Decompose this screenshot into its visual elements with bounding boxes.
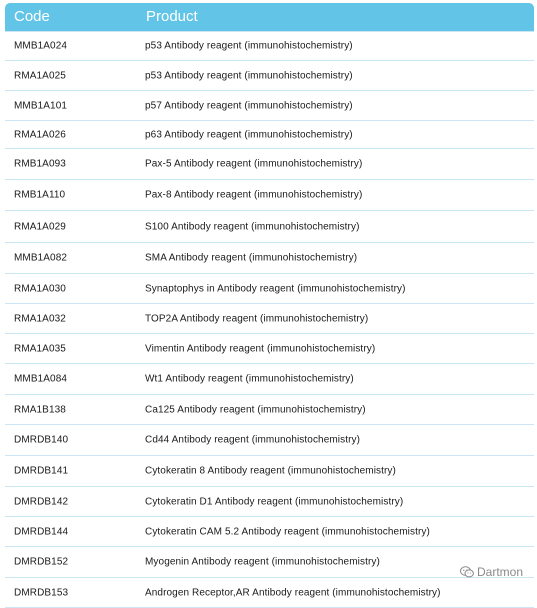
table-row	[5, 91, 534, 121]
table-row	[5, 517, 534, 547]
table-row	[5, 61, 534, 91]
table-row	[5, 274, 534, 304]
table-row	[5, 211, 534, 243]
cell-code: MMB1A082	[14, 252, 68, 264]
table-row	[5, 547, 534, 578]
cell-code: DMRDB152	[14, 556, 69, 568]
cell-code: RMA1A032	[14, 313, 66, 324]
column-header-product: Product	[146, 8, 198, 25]
cell-product: Cytokeratin D1 Antibody reagent (immunohistochemistry)	[145, 496, 404, 507]
wechat-icon	[460, 566, 474, 578]
cell-code: RMB1A093	[14, 158, 66, 170]
table-row	[5, 487, 534, 517]
column-header-code: Code	[14, 8, 50, 25]
cell-code: MMB1A101	[14, 100, 68, 111]
table-header	[5, 3, 534, 31]
cell-product: Cd44 Antibody reagent (immunohistochemistry)	[145, 434, 361, 446]
cell-code: RMA1B138	[14, 404, 66, 415]
cell-product: S100 Antibody reagent (immunohistochemistry)	[145, 221, 360, 232]
table-row	[5, 121, 534, 149]
cell-code: MMB1A024	[14, 40, 68, 52]
cell-code: RMB1A110	[14, 189, 66, 201]
table-row	[5, 304, 534, 334]
cell-code: DMRDB153	[14, 587, 69, 598]
cell-product: Androgen Receptor,AR Antibody reagent (immunohistochemistry)	[145, 587, 441, 598]
watermark	[460, 565, 523, 579]
cell-product: p63 Antibody reagent (immunohistochemistry)	[145, 129, 353, 140]
cell-product: Pax-5 Antibody reagent (immunohistochemistry)	[145, 158, 363, 170]
table-row	[5, 180, 534, 211]
cell-code: RMA1A025	[14, 70, 66, 81]
cell-product: Myogenin Antibody reagent (immunohistochemistry)	[145, 556, 380, 568]
cell-product: SMA Antibody reagent (immunohistochemistry)	[145, 252, 358, 264]
table-body	[5, 31, 534, 608]
cell-product: Pax-8 Antibody reagent (immunohistochemistry)	[145, 189, 363, 201]
cell-code: RMA1A035	[14, 343, 66, 354]
cell-code: MMB1A084	[14, 373, 68, 385]
table-row	[5, 334, 534, 364]
cell-product: Synaptophys in Antibody reagent (immunohistochemistry)	[145, 283, 406, 294]
cell-code: DMRDB144	[14, 526, 69, 537]
table-row	[5, 578, 534, 608]
cell-code: DMRDB141	[14, 465, 69, 477]
cell-code: DMRDB142	[14, 496, 69, 507]
cell-code: RMA1A029	[14, 221, 66, 232]
table-row	[5, 149, 534, 180]
cell-product: Ca125 Antibody reagent (immunohistochemistry)	[145, 404, 366, 415]
cell-product: Cytokeratin CAM 5.2 Antibody reagent (immunohistochemistry)	[145, 526, 430, 537]
table-row	[5, 364, 534, 395]
cell-product: Vimentin Antibody reagent (immunohistochemistry)	[145, 343, 376, 354]
cell-code: RMA1A026	[14, 129, 66, 140]
cell-product: p57 Antibody reagent (immunohistochemistry)	[145, 100, 353, 111]
table-row	[5, 243, 534, 274]
cell-code: DMRDB140	[14, 434, 69, 446]
table-row	[5, 425, 534, 456]
watermark-text: Dartmon	[476, 565, 523, 579]
cell-product: Cytokeratin 8 Antibody reagent (immunohistochemistry)	[145, 465, 396, 477]
cell-product: Wt1 Antibody reagent (immunohistochemistry)	[145, 373, 354, 385]
table-row	[5, 395, 534, 425]
cell-product: p53 Antibody reagent (immunohistochemistry)	[145, 40, 353, 52]
cell-code: RMA1A030	[14, 283, 66, 294]
table-row	[5, 456, 534, 487]
table-row	[5, 31, 534, 61]
cell-product: TOP2A Antibody reagent (immunohistochemistry)	[145, 313, 369, 324]
product-table	[5, 3, 534, 608]
cell-product: p53 Antibody reagent (immunohistochemistry)	[145, 70, 353, 81]
